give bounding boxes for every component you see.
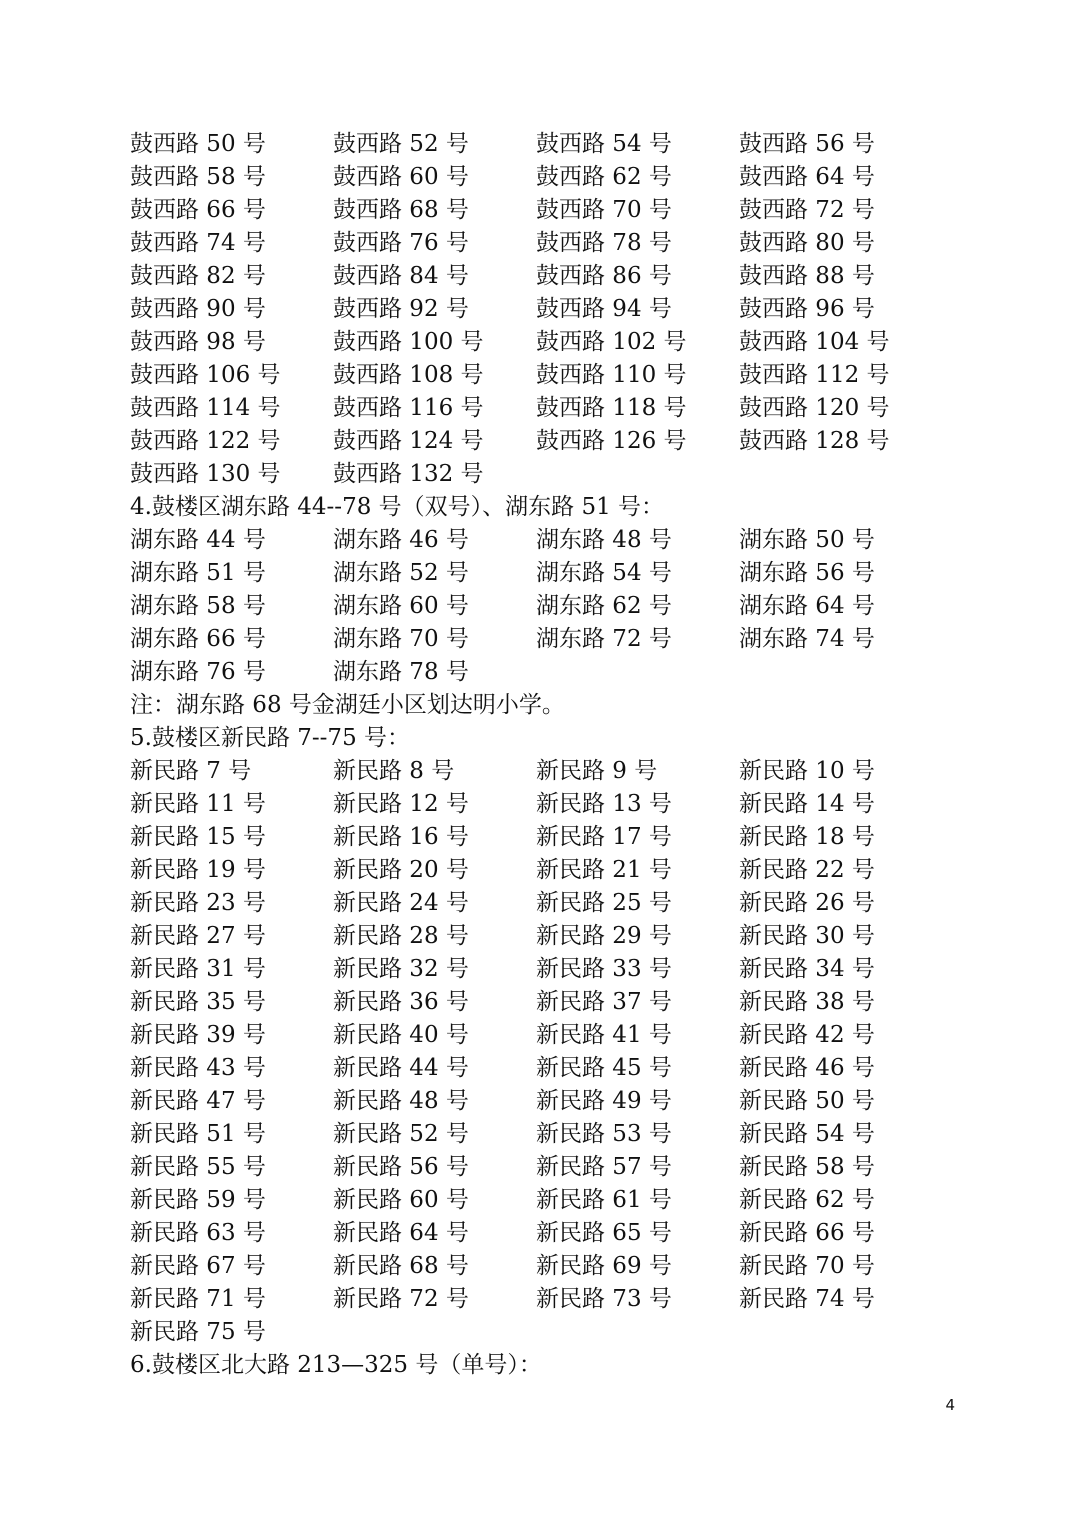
- address-entry: 新民路 20 号: [333, 857, 469, 883]
- address-row: [130, 1085, 950, 1118]
- address-entry: 鼓西路 112 号: [739, 362, 890, 388]
- address-row: [130, 161, 950, 194]
- address-entry: 新民路 49 号: [536, 1088, 672, 1114]
- address-entry: 新民路 34 号: [739, 956, 875, 982]
- address-entry: 新民路 36 号: [333, 989, 469, 1015]
- address-entry: 新民路 37 号: [536, 989, 672, 1015]
- address-entry: 新民路 56 号: [333, 1154, 469, 1180]
- address-row: [130, 821, 950, 854]
- address-row: [130, 1217, 950, 1250]
- address-entry: 新民路 51 号: [130, 1121, 266, 1147]
- address-row: [130, 1316, 950, 1349]
- address-row: [130, 1052, 950, 1085]
- address-entry: 新民路 14 号: [739, 791, 875, 817]
- address-entry: 鼓西路 128 号: [739, 428, 890, 454]
- address-entry: 新民路 57 号: [536, 1154, 672, 1180]
- address-entry: 湖东路 56 号: [739, 560, 875, 586]
- address-entry: 新民路 65 号: [536, 1220, 672, 1246]
- gu-xi-road-list: [130, 128, 950, 491]
- address-entry: 新民路 13 号: [536, 791, 672, 817]
- address-entry: 湖东路 70 号: [333, 626, 469, 652]
- address-row: [130, 590, 950, 623]
- address-entry: 新民路 54 号: [739, 1121, 875, 1147]
- address-entry: 新民路 25 号: [536, 890, 672, 916]
- address-entry: 鼓西路 72 号: [739, 197, 875, 223]
- address-entry: 鼓西路 92 号: [333, 296, 469, 322]
- section-heading-6: 6.鼓楼区北大路 213—325 号（单号）：: [130, 1352, 542, 1378]
- address-entry: 鼓西路 78 号: [536, 230, 672, 256]
- address-entry: 湖东路 78 号: [333, 659, 469, 685]
- address-entry: 湖东路 46 号: [333, 527, 469, 553]
- address-entry: 鼓西路 82 号: [130, 263, 266, 289]
- address-entry: 湖东路 58 号: [130, 593, 266, 619]
- address-entry: 新民路 71 号: [130, 1286, 266, 1312]
- address-row: [130, 953, 950, 986]
- address-row: [130, 557, 950, 590]
- address-entry: 鼓西路 116 号: [333, 395, 484, 421]
- address-entry: 新民路 63 号: [130, 1220, 266, 1246]
- address-entry: 湖东路 48 号: [536, 527, 672, 553]
- address-row: [130, 986, 950, 1019]
- address-entry: 湖东路 44 号: [130, 527, 266, 553]
- address-entry: 鼓西路 86 号: [536, 263, 672, 289]
- address-entry: 新民路 50 号: [739, 1088, 875, 1114]
- address-entry: 鼓西路 84 号: [333, 263, 469, 289]
- address-entry: 新民路 19 号: [130, 857, 266, 883]
- address-entry: 新民路 47 号: [130, 1088, 266, 1114]
- address-entry: 新民路 38 号: [739, 989, 875, 1015]
- address-entry: 新民路 43 号: [130, 1055, 266, 1081]
- address-row: [130, 1019, 950, 1052]
- address-entry: 新民路 8 号: [333, 758, 455, 784]
- address-entry: 湖东路 54 号: [536, 560, 672, 586]
- address-row: [130, 128, 950, 161]
- address-entry: 新民路 75 号: [130, 1319, 266, 1345]
- address-row: [130, 326, 950, 359]
- address-row: [130, 1250, 950, 1283]
- address-row: [130, 227, 950, 260]
- address-entry: 新民路 45 号: [536, 1055, 672, 1081]
- address-entry: 鼓西路 66 号: [130, 197, 266, 223]
- address-entry: 新民路 21 号: [536, 857, 672, 883]
- address-entry: 新民路 27 号: [130, 923, 266, 949]
- address-entry: 湖东路 62 号: [536, 593, 672, 619]
- section-heading-5: 5.鼓楼区新民路 7--75 号：: [130, 725, 411, 751]
- address-entry: 鼓西路 62 号: [536, 164, 672, 190]
- address-entry: 鼓西路 120 号: [739, 395, 890, 421]
- address-entry: 新民路 61 号: [536, 1187, 672, 1213]
- address-row: [130, 293, 950, 326]
- address-entry: 鼓西路 88 号: [739, 263, 875, 289]
- address-entry: 新民路 48 号: [333, 1088, 469, 1114]
- address-entry: 新民路 24 号: [333, 890, 469, 916]
- address-row: [130, 854, 950, 887]
- address-entry: 湖东路 60 号: [333, 593, 469, 619]
- address-entry: 新民路 15 号: [130, 824, 266, 850]
- address-entry: 新民路 60 号: [333, 1187, 469, 1213]
- address-entry: 湖东路 66 号: [130, 626, 266, 652]
- address-entry: 鼓西路 110 号: [536, 362, 687, 388]
- address-entry: 新民路 12 号: [333, 791, 469, 817]
- address-entry: 湖东路 51 号: [130, 560, 266, 586]
- address-row: [130, 1118, 950, 1151]
- address-entry: 新民路 64 号: [333, 1220, 469, 1246]
- address-entry: 鼓西路 54 号: [536, 131, 672, 157]
- address-entry: 鼓西路 126 号: [536, 428, 687, 454]
- address-entry: 新民路 9 号: [536, 758, 658, 784]
- address-entry: 新民路 23 号: [130, 890, 266, 916]
- hu-dong-road-list: [130, 524, 950, 689]
- page-number: 4: [945, 1396, 955, 1414]
- address-entry: 新民路 67 号: [130, 1253, 266, 1279]
- note-line: 注：湖东路 68 号金湖廷小区划达明小学。: [130, 692, 565, 718]
- address-entry: 新民路 73 号: [536, 1286, 672, 1312]
- address-entry: 新民路 53 号: [536, 1121, 672, 1147]
- address-entry: 鼓西路 56 号: [739, 131, 875, 157]
- address-entry: 新民路 58 号: [739, 1154, 875, 1180]
- address-entry: 新民路 22 号: [739, 857, 875, 883]
- address-entry: 鼓西路 74 号: [130, 230, 266, 256]
- address-entry: 鼓西路 130 号: [130, 461, 281, 487]
- xin-min-road-list: [130, 755, 950, 1349]
- address-entry: 新民路 26 号: [739, 890, 875, 916]
- address-row: [130, 755, 950, 788]
- address-entry: 鼓西路 68 号: [333, 197, 469, 223]
- address-entry: 新民路 31 号: [130, 956, 266, 982]
- address-entry: 湖东路 52 号: [333, 560, 469, 586]
- address-row: [130, 260, 950, 293]
- address-entry: 鼓西路 52 号: [333, 131, 469, 157]
- address-entry: 湖东路 50 号: [739, 527, 875, 553]
- address-entry: 新民路 69 号: [536, 1253, 672, 1279]
- address-row: [130, 392, 950, 425]
- address-entry: 新民路 52 号: [333, 1121, 469, 1147]
- address-entry: 新民路 66 号: [739, 1220, 875, 1246]
- address-row: [130, 524, 950, 557]
- address-entry: 鼓西路 122 号: [130, 428, 281, 454]
- address-entry: 新民路 42 号: [739, 1022, 875, 1048]
- address-entry: 新民路 33 号: [536, 956, 672, 982]
- address-entry: 鼓西路 50 号: [130, 131, 266, 157]
- address-entry: 鼓西路 58 号: [130, 164, 266, 190]
- address-entry: 湖东路 76 号: [130, 659, 266, 685]
- address-entry: 新民路 40 号: [333, 1022, 469, 1048]
- address-entry: 鼓西路 76 号: [333, 230, 469, 256]
- address-row: [130, 425, 950, 458]
- address-row: [130, 623, 950, 656]
- address-entry: 新民路 39 号: [130, 1022, 266, 1048]
- address-entry: 鼓西路 118 号: [536, 395, 687, 421]
- address-entry: 鼓西路 70 号: [536, 197, 672, 223]
- address-entry: 新民路 10 号: [739, 758, 875, 784]
- address-entry: 新民路 74 号: [739, 1286, 875, 1312]
- address-entry: 新民路 17 号: [536, 824, 672, 850]
- address-entry: 新民路 62 号: [739, 1187, 875, 1213]
- address-entry: 鼓西路 90 号: [130, 296, 266, 322]
- address-row: [130, 887, 950, 920]
- address-entry: 新民路 46 号: [739, 1055, 875, 1081]
- page-content: [130, 128, 950, 1382]
- address-row: [130, 1283, 950, 1316]
- address-entry: 新民路 18 号: [739, 824, 875, 850]
- address-entry: 新民路 44 号: [333, 1055, 469, 1081]
- address-entry: 湖东路 74 号: [739, 626, 875, 652]
- address-entry: 新民路 35 号: [130, 989, 266, 1015]
- address-entry: 鼓西路 64 号: [739, 164, 875, 190]
- address-entry: 湖东路 72 号: [536, 626, 672, 652]
- address-row: [130, 458, 950, 491]
- address-entry: 新民路 29 号: [536, 923, 672, 949]
- address-entry: 新民路 41 号: [536, 1022, 672, 1048]
- address-entry: 鼓西路 60 号: [333, 164, 469, 190]
- address-entry: 新民路 11 号: [130, 791, 266, 817]
- address-entry: 新民路 16 号: [333, 824, 469, 850]
- address-entry: 新民路 28 号: [333, 923, 469, 949]
- section-heading-4: 4.鼓楼区湖东路 44--78 号（双号）、湖东路 51 号：: [130, 494, 665, 520]
- address-entry: 新民路 7 号: [130, 758, 252, 784]
- address-entry: 新民路 68 号: [333, 1253, 469, 1279]
- address-entry: 鼓西路 108 号: [333, 362, 484, 388]
- address-entry: 鼓西路 96 号: [739, 296, 875, 322]
- address-row: [130, 920, 950, 953]
- address-entry: 新民路 59 号: [130, 1187, 266, 1213]
- address-entry: 鼓西路 80 号: [739, 230, 875, 256]
- address-entry: 鼓西路 114 号: [130, 395, 281, 421]
- address-entry: 鼓西路 100 号: [333, 329, 484, 355]
- address-row: [130, 1184, 950, 1217]
- address-entry: 鼓西路 124 号: [333, 428, 484, 454]
- address-entry: 鼓西路 104 号: [739, 329, 890, 355]
- address-entry: 鼓西路 106 号: [130, 362, 281, 388]
- address-row: [130, 788, 950, 821]
- address-entry: 新民路 55 号: [130, 1154, 266, 1180]
- address-entry: 新民路 70 号: [739, 1253, 875, 1279]
- address-entry: 鼓西路 98 号: [130, 329, 266, 355]
- address-entry: 湖东路 64 号: [739, 593, 875, 619]
- address-row: [130, 194, 950, 227]
- address-row: [130, 656, 950, 689]
- address-entry: 鼓西路 132 号: [333, 461, 484, 487]
- address-row: [130, 359, 950, 392]
- address-row: [130, 1151, 950, 1184]
- address-entry: 鼓西路 102 号: [536, 329, 687, 355]
- address-entry: 新民路 32 号: [333, 956, 469, 982]
- address-entry: 新民路 72 号: [333, 1286, 469, 1312]
- address-entry: 鼓西路 94 号: [536, 296, 672, 322]
- address-entry: 新民路 30 号: [739, 923, 875, 949]
